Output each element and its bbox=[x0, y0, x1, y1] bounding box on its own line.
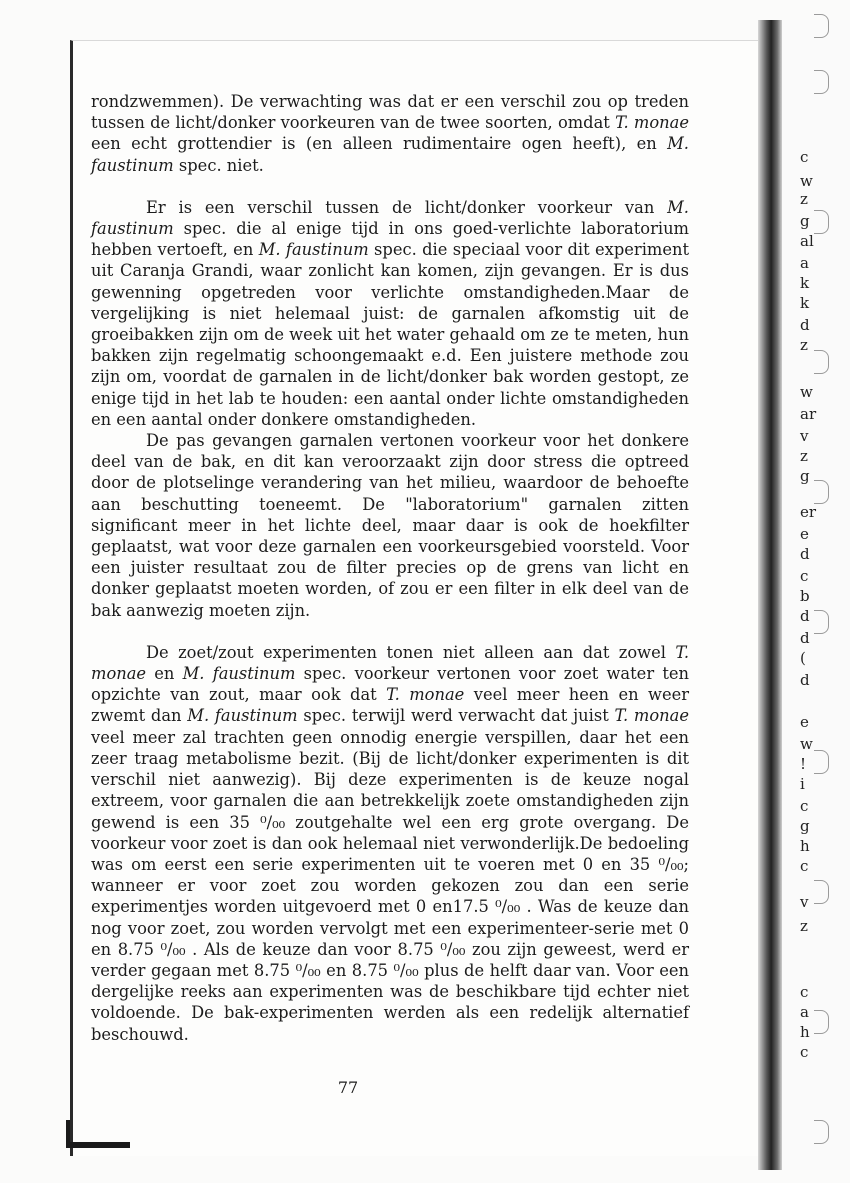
facing-page-letter: c bbox=[800, 1043, 809, 1061]
facing-page-letter: v bbox=[800, 893, 809, 911]
facing-page-letter: g bbox=[800, 212, 810, 230]
binder-ring bbox=[814, 350, 829, 374]
binder-ring bbox=[814, 1010, 829, 1034]
facing-page-letter: z bbox=[800, 447, 808, 465]
facing-page-letter: d bbox=[800, 316, 810, 334]
facing-page-letter: z bbox=[800, 917, 808, 935]
facing-page-letter: al bbox=[800, 232, 814, 250]
facing-page-letter: v bbox=[800, 427, 809, 445]
facing-page-letter: z bbox=[800, 190, 808, 208]
binder-ring bbox=[814, 14, 829, 38]
page-corner-shadow bbox=[66, 1120, 130, 1148]
facing-page-letter: w bbox=[800, 172, 813, 190]
facing-page-letter: d bbox=[800, 671, 810, 689]
binder-ring bbox=[814, 610, 829, 634]
binder-ring bbox=[814, 480, 829, 504]
facing-page-letter: g bbox=[800, 467, 810, 485]
facing-page-letter: h bbox=[800, 1023, 810, 1041]
facing-page-letter: e bbox=[800, 713, 809, 731]
facing-page-letter: d bbox=[800, 545, 810, 563]
facing-page-letter: i bbox=[800, 775, 805, 793]
binder-ring bbox=[814, 70, 829, 94]
facing-page-letter: a bbox=[800, 1003, 809, 1021]
facing-page-letter: c bbox=[800, 567, 809, 585]
facing-page-letter: d bbox=[800, 629, 810, 647]
facing-page-letter: h bbox=[800, 837, 810, 855]
paragraph-3: De pas gevangen garnalen vertonen voorkeur voor het donkere deel van de bak, en dit kan veroorzaakt zijn door stress die optreed door de plotselinge verandering van het milieu, waardoor de behoefte aan beschutting toeneemt. De "laboratorium" garnalen zitten significant meer in het lichte deel, maar daar is ook de hoekfilter geplaatst, wat voor deze garnalen een voorkeursgebied voorsteld. Voor een juister resultaat zou de filter precies op de grens van licht en donker geplaatst moeten worden, of zou er een filter in elk deel van de bak aanwezig moeten zijn. bbox=[91, 431, 689, 620]
facing-page-letter: ! bbox=[800, 755, 807, 773]
binder-ring bbox=[814, 210, 829, 234]
paragraph-2: Er is een verschil tussen de licht/donker voorkeur van M. faustinum spec. die al enige tijd in ons goed-verlichte laboratorium hebben vertoeft, en M. faustinum spec. die speciaal voor dit experiment uit Caranja Grandi, waar zonlicht kan komen, zijn gevangen. Er is dus gewenning opgetreden voor verlichte omstandigheden.Maar de vergelijking is niet helemaal juist: de garnalen afkomstig uit de groeibakken zijn om de week uit het water gehaald om ze te meten, hun bakken zijn regelmatig schoongemaakt e.d. Een juistere methode zou zijn om, voordat de garnalen in de licht/donker bak worden gestopt, ze enige tijd in het lab te houden: een aantal onder lichte omstandigheden en een aantal onder donkere omstandigheden. bbox=[91, 197, 690, 429]
paragraph-4: De zoet/zout experimenten tonen niet alleen aan dat zowel T. monae en M. faustinum spec. voorkeur vertonen voor zoet water ten opzichte van zout, maar ook dat T. monae veel meer heen en weer zwemt dan M. faustinum spec. terwijl werd verwacht dat juist T. monae veel meer zal trachten geen onnodig energie verspillen, daar het een zeer traag metabolisme bezit. (Bij de licht/donker experimenten is dit verschil niet aanwezig). Bij deze experimenten is de keuze nogal extreem, voor garnalen die aan betrekkelijk zoete omstandigheden zijn gewend is een 35 ⁰/₀₀ zoutgehalte wel een erg grote overgang. De voorkeur voor zoet is dan ook helemaal niet verwonderlijk.De bedoeling was om eerst een serie experimenten uit te voeren met 0 en 35 ⁰/₀₀; wanneer er voor zoet zou worden gekozen zou dan een serie experimentjes worden uitgevoerd met 0 en17.5 ⁰/₀₀ . Was de keuze dan nog voor zoet, zou worden vervolgt met een experimenteer-serie met 0 en 8.75 ⁰/₀₀ . Als de keuze dan voor 8.75 ⁰/₀₀ zou zijn geweest, werd er verder gegaan met 8.75 ⁰/₀₀ en 8.75 ⁰/₀₀ plus de helft daar van. Voor een dergelijke reeks aan experimenten was de beschikbare tijd echter niet voldoende. De bak-experimenten werden als een redelijk alternatief beschouwd. bbox=[91, 642, 689, 1044]
facing-page-letter: d bbox=[800, 607, 810, 625]
facing-page-letter: w bbox=[800, 383, 813, 401]
facing-page-letter: c bbox=[800, 857, 809, 875]
facing-page-letter: k bbox=[800, 294, 810, 312]
binder-ring bbox=[814, 750, 829, 774]
facing-page-letter: c bbox=[800, 148, 809, 166]
facing-page-letter: e bbox=[800, 525, 809, 543]
facing-page-letter: a bbox=[800, 254, 809, 272]
facing-page-letter: z bbox=[800, 336, 808, 354]
body-text bbox=[91, 91, 689, 1045]
facing-page-letter: ar bbox=[800, 405, 817, 423]
facing-page-letter: g bbox=[800, 817, 810, 835]
facing-page-letter: k bbox=[800, 274, 810, 292]
facing-page-letter: b bbox=[800, 587, 810, 605]
facing-page-letter: c bbox=[800, 983, 809, 1001]
binder-ring bbox=[814, 880, 829, 904]
facing-page-letter: c bbox=[800, 797, 809, 815]
binder-ring bbox=[814, 1120, 829, 1144]
paragraph-1: rondzwemmen). De verwachting was dat er een verschil zou op treden tussen de licht/donker voorkeuren van de twee soorten, omdat T. monae een echt grottendier is (en alleen rudimentaire ogen heeft), en M. faustinum spec. niet. bbox=[91, 92, 690, 175]
binding-gutter bbox=[758, 20, 782, 1170]
facing-page-edge bbox=[782, 20, 850, 1170]
facing-page-letter: ( bbox=[800, 649, 806, 667]
facing-page-letter: er bbox=[800, 503, 817, 521]
facing-page-letter: w bbox=[800, 735, 813, 753]
page-number: 77 bbox=[337, 1078, 359, 1097]
